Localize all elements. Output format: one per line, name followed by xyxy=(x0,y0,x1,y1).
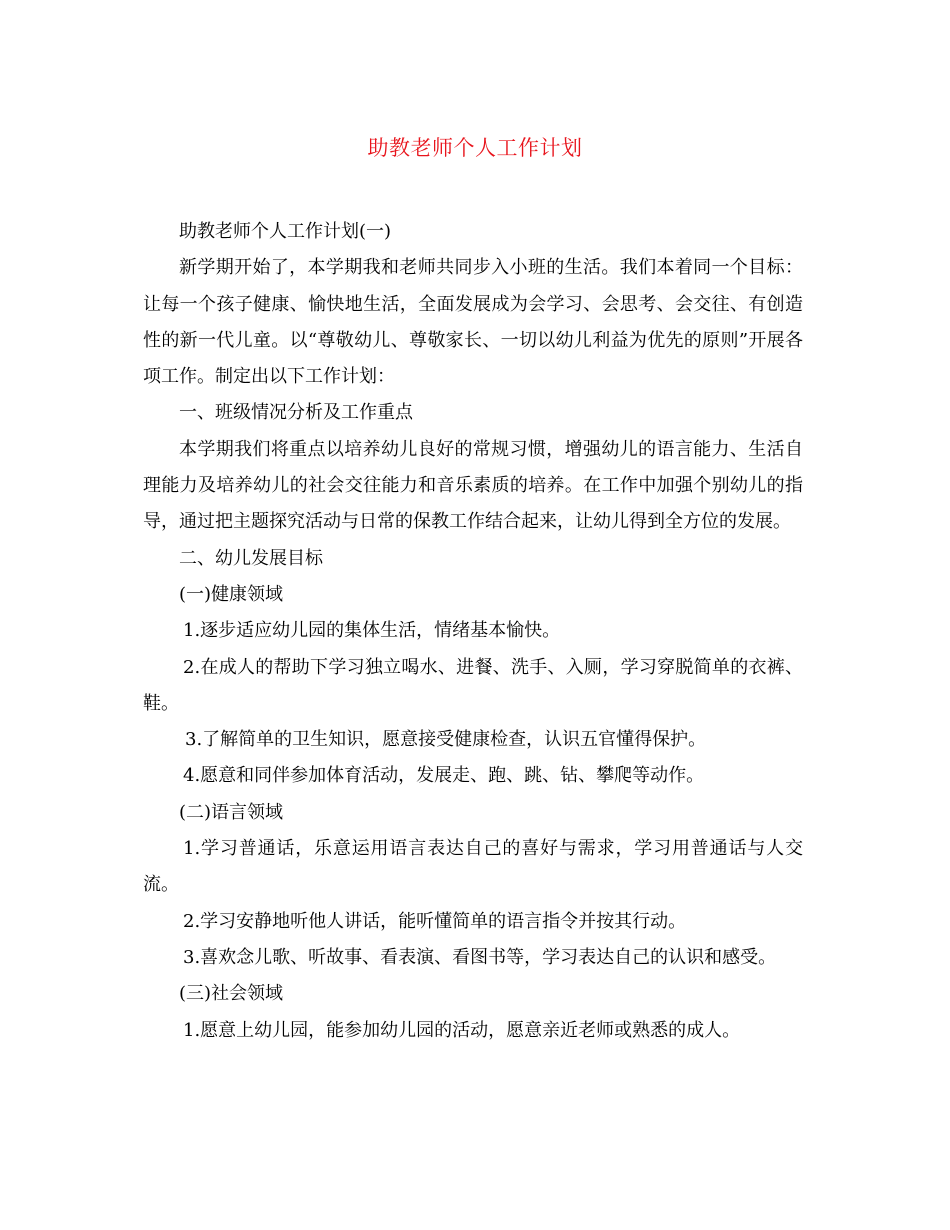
paragraph-intro: 新学期开始了，本学期我和老师共同步入小班的生活。我们本着同一个目标：让每一个孩子健康、愉快地生活，全面发展成为会学习、会思考、会交往、有创造性的新一代儿童。以“尊敬幼儿、尊敬家长、一切以幼儿利益为优先的原则”开展各项工作。制定出以下工作计划： xyxy=(143,257,803,388)
document-title: 助教老师个人工作计划 xyxy=(367,136,583,160)
section-heading: 二、幼儿发展目标 xyxy=(179,547,323,569)
list-item: 1.逐步适应幼儿园的集体生活，情绪基本愉快。 xyxy=(183,620,561,642)
list-item: 3.喜欢念儿歌、听故事、看表演、看图书等，学习表达自己的认识和感受。 xyxy=(183,946,777,968)
list-item: 1.学习普通话，乐意运用语言表达自己的喜好与需求，学习用普通话与人交流。 xyxy=(143,838,803,896)
list-item: 4.愿意和同伴参加体育活动，发展走、跑、跳、钻、攀爬等动作。 xyxy=(183,765,705,787)
subsection-heading: (一)健康领域 xyxy=(179,583,284,605)
subsection-heading: (二)语言领域 xyxy=(179,801,284,823)
document-body xyxy=(143,214,803,1049)
list-item: 3.了解简单的卫生知识，愿意接受健康检查，认识五官懂得保护。 xyxy=(185,729,707,751)
section-heading: 一、班级情况分析及工作重点 xyxy=(179,402,413,424)
subsection-heading: (三)社会领域 xyxy=(179,983,284,1005)
list-item: 2.学习安静地听他人讲话，能听懂简单的语言指令并按其行动。 xyxy=(183,910,687,932)
list-item: 2.在成人的帮助下学习独立喝水、进餐、洗手、入厕，学习穿脱简单的衣裤、鞋。 xyxy=(143,656,803,714)
list-item: 1.愿意上幼儿园，能参加幼儿园的活动，愿意亲近老师或熟悉的成人。 xyxy=(183,1019,741,1041)
paragraph-subtitle: 助教老师个人工作计划(一) xyxy=(179,221,392,242)
paragraph-analysis: 本学期我们将重点以培养幼儿良好的常规习惯，增强幼儿的语言能力、生活自理能力及培养幼儿的社会交往能力和音乐素质的培养。在工作中加强个别幼儿的指导，通过把主题探究活动与日常的保教工作结合起来，让幼儿得到全方位的发展。 xyxy=(143,438,803,533)
